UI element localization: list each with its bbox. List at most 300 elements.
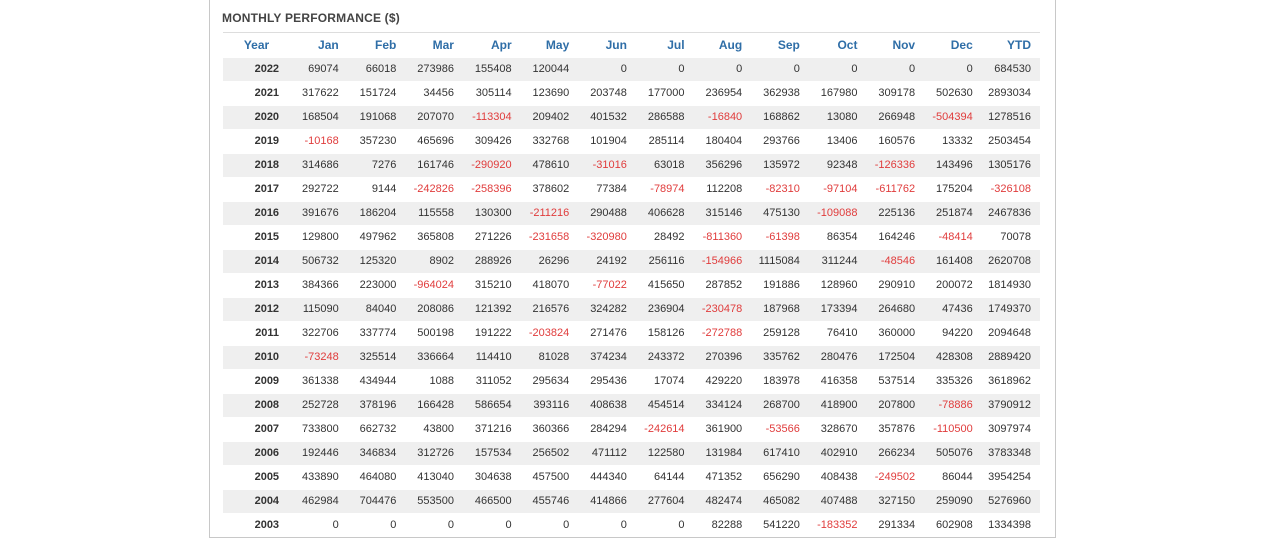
month-value-cell: 0 <box>463 513 521 537</box>
month-value-cell: 356296 <box>694 153 752 177</box>
month-value-cell: 505076 <box>924 441 982 465</box>
month-value-cell: -77022 <box>578 273 636 297</box>
month-value-cell: 384366 <box>290 273 348 297</box>
month-value-cell: 482474 <box>694 489 752 513</box>
ytd-cell: 2889420 <box>982 345 1040 369</box>
month-value-cell: 76410 <box>809 321 867 345</box>
month-value-cell: 151724 <box>348 81 406 105</box>
column-header-aug: Aug <box>718 37 743 52</box>
month-value-cell: 135972 <box>751 153 809 177</box>
month-value-cell: 63018 <box>636 153 694 177</box>
month-value-cell: 406628 <box>636 201 694 225</box>
month-value-cell: 216576 <box>521 297 579 321</box>
month-value-cell: 360366 <box>521 417 579 441</box>
column-header-apr: Apr <box>490 37 512 52</box>
month-value-cell: 361900 <box>694 417 752 441</box>
month-value-cell: 444340 <box>578 465 636 489</box>
month-value-cell: -811360 <box>694 225 752 249</box>
month-value-cell: 408438 <box>809 465 867 489</box>
month-value-cell: 251874 <box>924 201 982 225</box>
month-value-cell: 172504 <box>866 345 924 369</box>
month-value-cell: 280476 <box>809 345 867 369</box>
month-value-cell: 335326 <box>924 369 982 393</box>
table-row <box>223 489 1040 513</box>
month-value-cell: 0 <box>694 57 752 81</box>
month-value-cell: 317622 <box>290 81 348 105</box>
year-cell: 2005 <box>223 465 290 489</box>
month-value-cell: 418070 <box>521 273 579 297</box>
month-value-cell: 287852 <box>694 273 752 297</box>
month-value-cell: 378602 <box>521 177 579 201</box>
table-row <box>223 81 1040 105</box>
table-row <box>223 177 1040 201</box>
month-value-cell: 180404 <box>694 129 752 153</box>
month-value-cell: 207800 <box>866 393 924 417</box>
month-value-cell: 256502 <box>521 441 579 465</box>
month-value-cell: 284294 <box>578 417 636 441</box>
month-value-cell: -61398 <box>751 225 809 249</box>
month-value-cell: 270396 <box>694 345 752 369</box>
month-value-cell: 315146 <box>694 201 752 225</box>
table-row <box>223 297 1040 321</box>
month-value-cell: 259090 <box>924 489 982 513</box>
month-value-cell: 0 <box>636 57 694 81</box>
column-header-feb: Feb <box>375 37 397 52</box>
month-value-cell: 0 <box>751 57 809 81</box>
month-value-cell: 129800 <box>290 225 348 249</box>
month-value-cell: 414866 <box>578 489 636 513</box>
month-value-cell: 285114 <box>636 129 694 153</box>
month-value-cell: 8902 <box>405 249 463 273</box>
month-value-cell: 125320 <box>348 249 406 273</box>
year-cell: 2016 <box>223 201 290 225</box>
month-value-cell: 115090 <box>290 297 348 321</box>
year-cell: 2003 <box>223 513 290 537</box>
month-value-cell: 0 <box>809 57 867 81</box>
month-value-cell: 120044 <box>521 57 579 81</box>
month-value-cell: 0 <box>290 513 348 537</box>
month-value-cell: 173394 <box>809 297 867 321</box>
month-value-cell: -10168 <box>290 129 348 153</box>
month-value-cell: 43800 <box>405 417 463 441</box>
ytd-cell: 2893034 <box>982 81 1040 105</box>
year-cell: 2011 <box>223 321 290 345</box>
year-cell: 2010 <box>223 345 290 369</box>
ytd-cell: 1334398 <box>982 513 1040 537</box>
month-value-cell: 175204 <box>924 177 982 201</box>
month-value-cell: 155408 <box>463 57 521 81</box>
month-value-cell: 1115084 <box>751 249 809 273</box>
month-value-cell: 34456 <box>405 81 463 105</box>
year-cell: 2015 <box>223 225 290 249</box>
month-value-cell: 225136 <box>866 201 924 225</box>
month-value-cell: 733800 <box>290 417 348 441</box>
ytd-cell: 1814930 <box>982 273 1040 297</box>
month-value-cell: 167980 <box>809 81 867 105</box>
month-value-cell: 0 <box>348 513 406 537</box>
month-value-cell: 160576 <box>866 129 924 153</box>
month-value-cell: 378196 <box>348 393 406 417</box>
year-cell: 2006 <box>223 441 290 465</box>
month-value-cell: 360000 <box>866 321 924 345</box>
month-value-cell: 183978 <box>751 369 809 393</box>
month-value-cell: 304638 <box>463 465 521 489</box>
table-row <box>223 465 1040 489</box>
month-value-cell: 541220 <box>751 513 809 537</box>
month-value-cell: 586654 <box>463 393 521 417</box>
month-value-cell: 0 <box>636 513 694 537</box>
ytd-cell: 3954254 <box>982 465 1040 489</box>
column-header-year: Year <box>243 37 270 52</box>
table-row <box>223 129 1040 153</box>
month-value-cell: 295634 <box>521 369 579 393</box>
month-value-cell: 236904 <box>636 297 694 321</box>
month-value-cell: 465696 <box>405 129 463 153</box>
month-value-cell: 314686 <box>290 153 348 177</box>
month-value-cell: 81028 <box>521 345 579 369</box>
month-value-cell: 252728 <box>290 393 348 417</box>
month-value-cell: 191222 <box>463 321 521 345</box>
month-value-cell: 401532 <box>578 105 636 129</box>
month-value-cell: 1088 <box>405 369 463 393</box>
month-value-cell: -258396 <box>463 177 521 201</box>
month-value-cell: 191886 <box>751 273 809 297</box>
month-value-cell: 357230 <box>348 129 406 153</box>
month-value-cell: 478610 <box>521 153 579 177</box>
month-value-cell: 114410 <box>463 345 521 369</box>
table-body <box>223 57 1040 537</box>
month-value-cell: -48546 <box>866 249 924 273</box>
year-cell: 2012 <box>223 297 290 321</box>
month-value-cell: 84040 <box>348 297 406 321</box>
month-value-cell: 365808 <box>405 225 463 249</box>
column-header-oct: Oct <box>837 37 858 52</box>
month-value-cell: 391676 <box>290 201 348 225</box>
month-value-cell: -126336 <box>866 153 924 177</box>
month-value-cell: 433890 <box>290 465 348 489</box>
year-cell: 2008 <box>223 393 290 417</box>
year-cell: 2007 <box>223 417 290 441</box>
month-value-cell: 112208 <box>694 177 752 201</box>
month-value-cell: 475130 <box>751 201 809 225</box>
ytd-cell: 1749370 <box>982 297 1040 321</box>
year-cell: 2014 <box>223 249 290 273</box>
column-header-ytd: YTD <box>1007 37 1031 52</box>
month-value-cell: -78886 <box>924 393 982 417</box>
table-header-row <box>223 33 1040 57</box>
month-value-cell: -183352 <box>809 513 867 537</box>
column-header-jan: Jan <box>318 37 339 52</box>
month-value-cell: 123690 <box>521 81 579 105</box>
month-value-cell: 9144 <box>348 177 406 201</box>
month-value-cell: 0 <box>521 513 579 537</box>
month-value-cell: 502630 <box>924 81 982 105</box>
month-value-cell: 327150 <box>866 489 924 513</box>
column-header-jul: Jul <box>667 37 685 52</box>
table-row <box>223 441 1040 465</box>
month-value-cell: 158126 <box>636 321 694 345</box>
month-value-cell: 192446 <box>290 441 348 465</box>
panel-title: MONTHLY PERFORMANCE ($) <box>222 11 400 25</box>
month-value-cell: 497962 <box>348 225 406 249</box>
month-value-cell: 537514 <box>866 369 924 393</box>
month-value-cell: 455746 <box>521 489 579 513</box>
month-value-cell: 418900 <box>809 393 867 417</box>
month-value-cell: -320980 <box>578 225 636 249</box>
month-value-cell: 266234 <box>866 441 924 465</box>
month-value-cell: 177000 <box>636 81 694 105</box>
year-cell: 2020 <box>223 105 290 129</box>
ytd-cell: 3790912 <box>982 393 1040 417</box>
month-value-cell: 77384 <box>578 177 636 201</box>
month-value-cell: 288926 <box>463 249 521 273</box>
month-value-cell: 13406 <box>809 129 867 153</box>
month-value-cell: 328670 <box>809 417 867 441</box>
year-cell: 2022 <box>223 57 290 81</box>
table-row <box>223 105 1040 129</box>
month-value-cell: -154966 <box>694 249 752 273</box>
month-value-cell: 332768 <box>521 129 579 153</box>
month-value-cell: -272788 <box>694 321 752 345</box>
month-value-cell: 161408 <box>924 249 982 273</box>
table-row <box>223 201 1040 225</box>
month-value-cell: 311052 <box>463 369 521 393</box>
column-header-nov: Nov <box>892 37 916 52</box>
month-value-cell: -211216 <box>521 201 579 225</box>
month-value-cell: 236954 <box>694 81 752 105</box>
ytd-cell: 5276960 <box>982 489 1040 513</box>
month-value-cell: -31016 <box>578 153 636 177</box>
month-value-cell: 121392 <box>463 297 521 321</box>
month-value-cell: 471112 <box>578 441 636 465</box>
table-row <box>223 249 1040 273</box>
column-header-dec: Dec <box>950 37 973 52</box>
month-value-cell: 208086 <box>405 297 463 321</box>
month-value-cell: 86044 <box>924 465 982 489</box>
month-value-cell: 407488 <box>809 489 867 513</box>
ytd-cell: 2094648 <box>982 321 1040 345</box>
month-value-cell: 64144 <box>636 465 694 489</box>
ytd-cell: 70078 <box>982 225 1040 249</box>
month-value-cell: -53566 <box>751 417 809 441</box>
month-value-cell: 115558 <box>405 201 463 225</box>
month-value-cell: -290920 <box>463 153 521 177</box>
month-value-cell: 7276 <box>348 153 406 177</box>
month-value-cell: 168862 <box>751 105 809 129</box>
month-value-cell: 656290 <box>751 465 809 489</box>
month-value-cell: 286588 <box>636 105 694 129</box>
month-value-cell: 362938 <box>751 81 809 105</box>
performance-table <box>223 33 1040 537</box>
month-value-cell: 101904 <box>578 129 636 153</box>
month-value-cell: -78974 <box>636 177 694 201</box>
ytd-cell: 684530 <box>982 57 1040 81</box>
year-cell: 2021 <box>223 81 290 105</box>
month-value-cell: 415650 <box>636 273 694 297</box>
year-cell: 2018 <box>223 153 290 177</box>
month-value-cell: -249502 <box>866 465 924 489</box>
month-value-cell: 295436 <box>578 369 636 393</box>
month-value-cell: 617410 <box>751 441 809 465</box>
month-value-cell: 161746 <box>405 153 463 177</box>
month-value-cell: 271226 <box>463 225 521 249</box>
month-value-cell: 336664 <box>405 345 463 369</box>
month-value-cell: -110500 <box>924 417 982 441</box>
month-value-cell: 273986 <box>405 57 463 81</box>
month-value-cell: 207070 <box>405 105 463 129</box>
month-value-cell: 0 <box>924 57 982 81</box>
month-value-cell: 92348 <box>809 153 867 177</box>
month-value-cell: 168504 <box>290 105 348 129</box>
column-header-sep: Sep <box>777 37 800 52</box>
month-value-cell: 0 <box>578 57 636 81</box>
month-value-cell: 13332 <box>924 129 982 153</box>
month-value-cell: 324282 <box>578 297 636 321</box>
month-value-cell: 200072 <box>924 273 982 297</box>
month-value-cell: -109088 <box>809 201 867 225</box>
month-value-cell: 416358 <box>809 369 867 393</box>
month-value-cell: -73248 <box>290 345 348 369</box>
month-value-cell: 191068 <box>348 105 406 129</box>
month-value-cell: 166428 <box>405 393 463 417</box>
month-value-cell: 203748 <box>578 81 636 105</box>
month-value-cell: 337774 <box>348 321 406 345</box>
month-value-cell: -48414 <box>924 225 982 249</box>
month-value-cell: -203824 <box>521 321 579 345</box>
month-value-cell: 434944 <box>348 369 406 393</box>
month-value-cell: 462984 <box>290 489 348 513</box>
month-value-cell: 266948 <box>866 105 924 129</box>
month-value-cell: 408638 <box>578 393 636 417</box>
month-value-cell: 457500 <box>521 465 579 489</box>
month-value-cell: -113304 <box>463 105 521 129</box>
month-value-cell: 143496 <box>924 153 982 177</box>
ytd-cell: 2503454 <box>982 129 1040 153</box>
ytd-cell: 3097974 <box>982 417 1040 441</box>
year-cell: 2013 <box>223 273 290 297</box>
month-value-cell: 86354 <box>809 225 867 249</box>
month-value-cell: 264680 <box>866 297 924 321</box>
month-value-cell: 429220 <box>694 369 752 393</box>
month-value-cell: 128960 <box>809 273 867 297</box>
month-value-cell: 506732 <box>290 249 348 273</box>
monthly-performance-panel <box>209 0 1056 538</box>
month-value-cell: 322706 <box>290 321 348 345</box>
month-value-cell: 130300 <box>463 201 521 225</box>
ytd-cell: 1278516 <box>982 105 1040 129</box>
table-row <box>223 369 1040 393</box>
ytd-cell: 3618962 <box>982 369 1040 393</box>
month-value-cell: -230478 <box>694 297 752 321</box>
month-value-cell: 293766 <box>751 129 809 153</box>
month-value-cell: 0 <box>866 57 924 81</box>
ytd-cell: 3783348 <box>982 441 1040 465</box>
month-value-cell: 704476 <box>348 489 406 513</box>
year-cell: 2019 <box>223 129 290 153</box>
month-value-cell: 553500 <box>405 489 463 513</box>
month-value-cell: 325514 <box>348 345 406 369</box>
month-value-cell: 277604 <box>636 489 694 513</box>
ytd-cell: -326108 <box>982 177 1040 201</box>
month-value-cell: 305114 <box>463 81 521 105</box>
month-value-cell: 17074 <box>636 369 694 393</box>
month-value-cell: -16840 <box>694 105 752 129</box>
table-row <box>223 345 1040 369</box>
month-value-cell: 464080 <box>348 465 406 489</box>
table-row <box>223 225 1040 249</box>
month-value-cell: 662732 <box>348 417 406 441</box>
month-value-cell: 500198 <box>405 321 463 345</box>
month-value-cell: 290488 <box>578 201 636 225</box>
month-value-cell: 94220 <box>924 321 982 345</box>
month-value-cell: 393116 <box>521 393 579 417</box>
month-value-cell: 312726 <box>405 441 463 465</box>
month-value-cell: 26296 <box>521 249 579 273</box>
month-value-cell: 47436 <box>924 297 982 321</box>
month-value-cell: 309426 <box>463 129 521 153</box>
month-value-cell: 466500 <box>463 489 521 513</box>
table-row <box>223 153 1040 177</box>
month-value-cell: 122580 <box>636 441 694 465</box>
month-value-cell: 428308 <box>924 345 982 369</box>
month-value-cell: -82310 <box>751 177 809 201</box>
table-row <box>223 321 1040 345</box>
month-value-cell: 0 <box>578 513 636 537</box>
month-value-cell: 346834 <box>348 441 406 465</box>
month-value-cell: 82288 <box>694 513 752 537</box>
table-row <box>223 513 1040 537</box>
month-value-cell: 311244 <box>809 249 867 273</box>
month-value-cell: 465082 <box>751 489 809 513</box>
month-value-cell: 361338 <box>290 369 348 393</box>
ytd-cell: 2467836 <box>982 201 1040 225</box>
month-value-cell: 334124 <box>694 393 752 417</box>
month-value-cell: 335762 <box>751 345 809 369</box>
month-value-cell: 259128 <box>751 321 809 345</box>
month-value-cell: 209402 <box>521 105 579 129</box>
month-value-cell: 371216 <box>463 417 521 441</box>
ytd-cell: 2620708 <box>982 249 1040 273</box>
year-cell: 2017 <box>223 177 290 201</box>
month-value-cell: -964024 <box>405 273 463 297</box>
month-value-cell: 69074 <box>290 57 348 81</box>
year-cell: 2009 <box>223 369 290 393</box>
column-header-mar: Mar <box>432 37 454 52</box>
month-value-cell: 292722 <box>290 177 348 201</box>
column-header-may: May <box>545 37 570 52</box>
month-value-cell: 13080 <box>809 105 867 129</box>
month-value-cell: 602908 <box>924 513 982 537</box>
month-value-cell: 243372 <box>636 345 694 369</box>
month-value-cell: 66018 <box>348 57 406 81</box>
month-value-cell: 157534 <box>463 441 521 465</box>
month-value-cell: 164246 <box>866 225 924 249</box>
month-value-cell: -97104 <box>809 177 867 201</box>
month-value-cell: 454514 <box>636 393 694 417</box>
month-value-cell: -242826 <box>405 177 463 201</box>
month-value-cell: 471352 <box>694 465 752 489</box>
month-value-cell: -504394 <box>924 105 982 129</box>
month-value-cell: 0 <box>405 513 463 537</box>
month-value-cell: 357876 <box>866 417 924 441</box>
month-value-cell: 268700 <box>751 393 809 417</box>
month-value-cell: 28492 <box>636 225 694 249</box>
month-value-cell: 374234 <box>578 345 636 369</box>
column-header-jun: Jun <box>605 37 627 52</box>
table-row <box>223 393 1040 417</box>
month-value-cell: 131984 <box>694 441 752 465</box>
month-value-cell: 223000 <box>348 273 406 297</box>
